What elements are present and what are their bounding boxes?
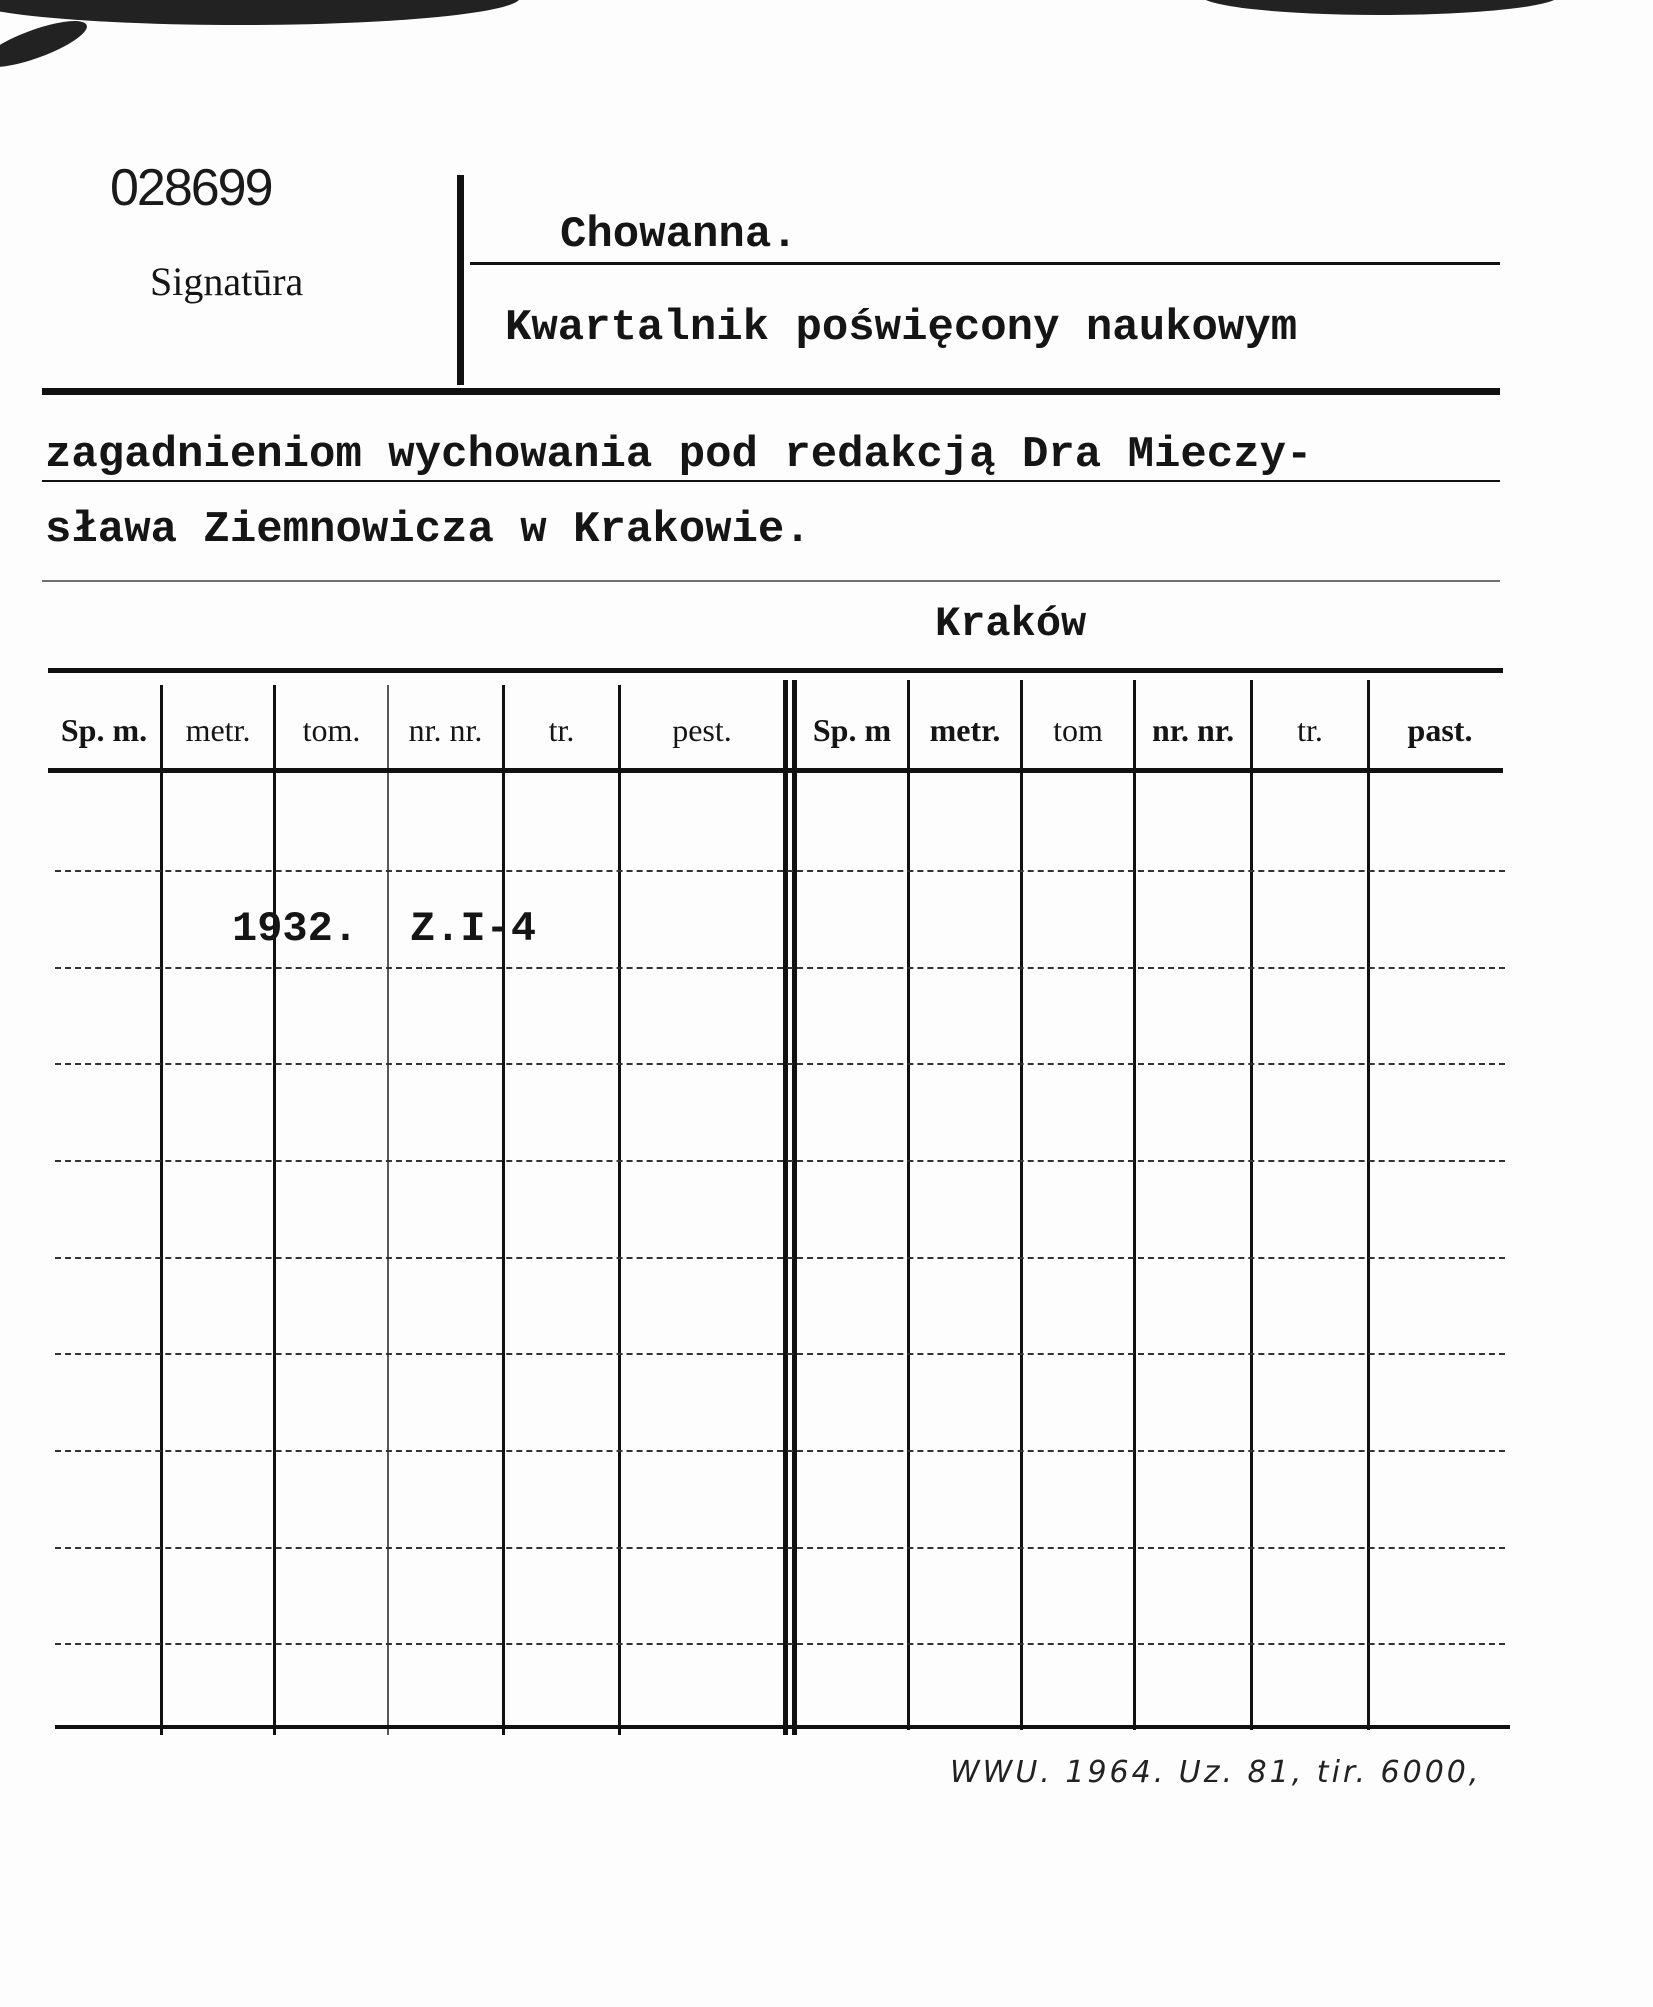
row-rule bbox=[55, 1160, 1505, 1162]
column-header-tom-right: tom bbox=[1053, 712, 1103, 748]
entry-year: 1932. bbox=[232, 905, 359, 953]
column-rule bbox=[1020, 680, 1023, 1730]
header-bottom-rule bbox=[42, 388, 1500, 395]
column-header-tr-right: tr. bbox=[1297, 712, 1323, 748]
title-underline bbox=[470, 262, 1500, 265]
description-line-3: sława Ziemnowicza w Krakowie. bbox=[45, 505, 811, 555]
row-rule bbox=[55, 1547, 1505, 1549]
line-rule bbox=[42, 580, 1500, 582]
center-double-rule bbox=[792, 680, 797, 1735]
entry-issues: Z.I-4 bbox=[410, 905, 537, 953]
line-rule bbox=[42, 480, 1500, 482]
center-double-rule bbox=[783, 680, 788, 1735]
column-header-nr-nr: nr. nr. bbox=[408, 712, 483, 748]
column-rule bbox=[387, 685, 389, 1735]
column-header-tr: tr. bbox=[548, 712, 575, 748]
column-header-nr-nr-right: nr. nr. bbox=[1151, 712, 1235, 748]
description-line-1: Kwartalnik poświęcony naukowym bbox=[505, 303, 1298, 353]
column-rule bbox=[1367, 680, 1370, 1730]
column-header-past-right: past. bbox=[1407, 712, 1473, 748]
place: Kraków bbox=[935, 600, 1087, 648]
column-header-sp-m-right: Sp. m bbox=[812, 712, 892, 748]
row-rule bbox=[55, 1643, 1505, 1645]
column-header-tom: tom. bbox=[302, 712, 361, 748]
column-rule bbox=[1250, 680, 1253, 1730]
row-rule bbox=[55, 1353, 1505, 1355]
column-rule bbox=[1133, 680, 1136, 1730]
column-rule bbox=[502, 685, 505, 1735]
row-rule bbox=[55, 870, 1505, 872]
column-rule bbox=[907, 680, 910, 1730]
printer-footnote: WWU. 1964. Uz. 81, tir. 6000, bbox=[950, 1755, 1482, 1790]
header-row-rule bbox=[48, 768, 1503, 773]
row-rule bbox=[55, 1063, 1505, 1065]
signature-label: Signatūra bbox=[150, 259, 304, 304]
row-rule bbox=[55, 1257, 1505, 1259]
column-rule bbox=[273, 685, 276, 1735]
column-header-metr-right: metr. bbox=[929, 712, 1001, 748]
column-header-sp-m: Sp. m. bbox=[60, 712, 148, 748]
card-title: Chowanna. bbox=[560, 210, 798, 260]
row-rule bbox=[55, 967, 1505, 969]
row-rule bbox=[55, 1450, 1505, 1452]
table-top-rule bbox=[48, 668, 1503, 673]
column-rule bbox=[160, 685, 163, 1735]
column-rule bbox=[618, 685, 621, 1735]
header-divider bbox=[457, 175, 464, 385]
signature-number: 028699 bbox=[110, 159, 272, 217]
description-line-2: zagadnieniom wychowania pod redakcją Dra Mieczy- bbox=[45, 430, 1313, 480]
scan-smudge bbox=[1200, 0, 1560, 15]
column-header-metr: metr. bbox=[185, 712, 251, 748]
scan-smudge bbox=[0, 12, 91, 76]
column-header-past: pest. bbox=[672, 712, 732, 748]
